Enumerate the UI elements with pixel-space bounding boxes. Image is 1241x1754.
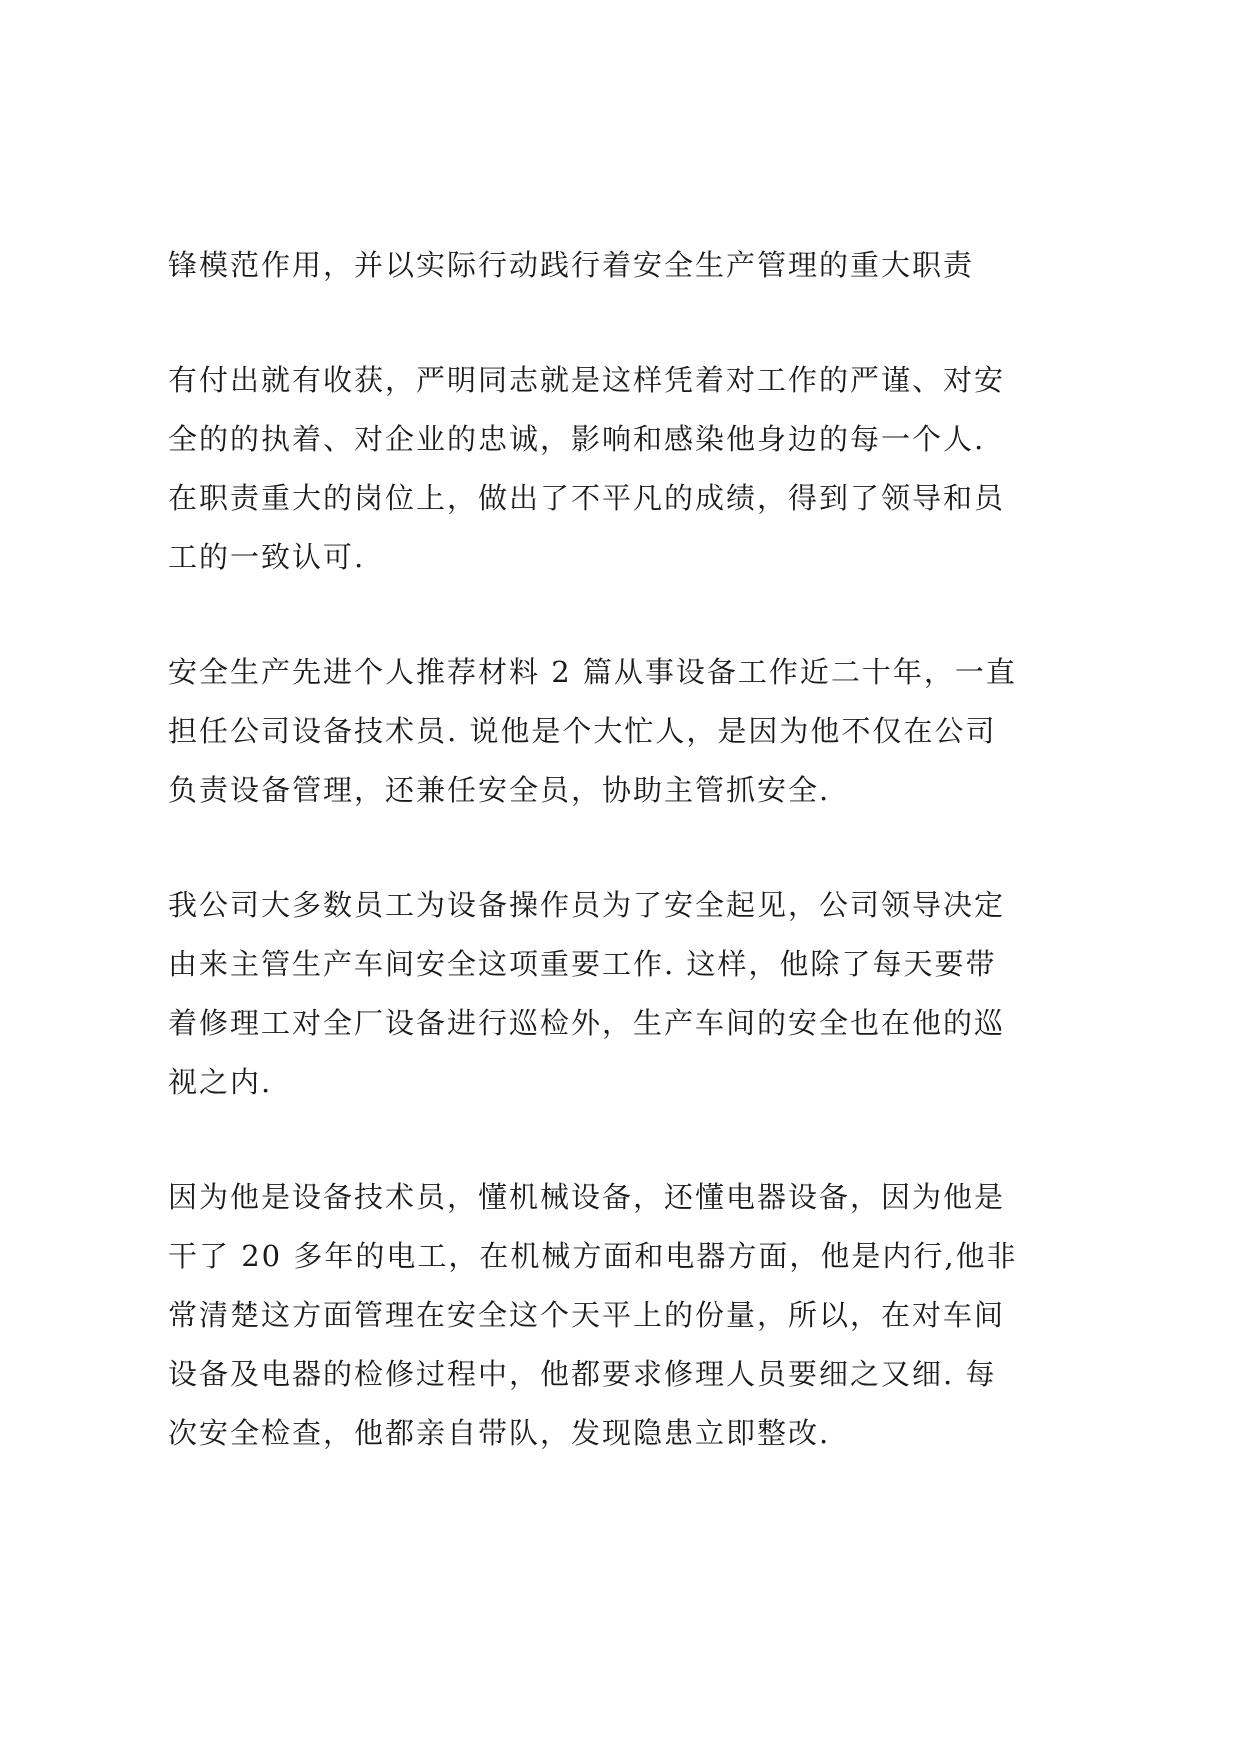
text-line: 担任公司设备技术员. 说他是个大忙人，是因为他不仅在公司 — [168, 714, 997, 748]
text-line: 视之内. — [168, 1065, 273, 1099]
document-body — [168, 236, 1068, 1463]
text-line: 干了 20 多年的电工，在机械方面和电器方面，他是内行,他非 — [168, 1239, 1018, 1273]
text-line: 负责设备管理，还兼任安全员，协助主管抓安全. — [168, 773, 831, 807]
text-line: 常清楚这方面管理在安全这个天平上的份量，所以，在对车间 — [168, 1298, 1006, 1332]
text-line: 着修理工对全厂设备进行巡检外，生产车间的安全也在他的巡 — [168, 1006, 1006, 1040]
text-line: 全的的执着、对企业的忠诚，影响和感染他身边的每一个人. — [168, 422, 986, 456]
paragraph-1 — [168, 236, 1068, 295]
text-line: 设备及电器的检修过程中，他都要求修理人员要细之又细. 每 — [168, 1357, 997, 1391]
paragraph-3 — [168, 643, 1068, 820]
text-line: 我公司大多数员工为设备操作员为了安全起见，公司领导决定 — [168, 888, 1006, 922]
text-line: 因为他是设备技术员，懂机械设备，还懂电器设备，因为他是 — [168, 1180, 1006, 1214]
paragraph-5 — [168, 1168, 1068, 1463]
text-line: 安全生产先进个人推荐材料 2 篇从事设备工作近二十年，一直 — [168, 655, 1017, 689]
text-line: 由来主管生产车间安全这项重要工作. 这样，他除了每天要带 — [168, 947, 997, 981]
text-line: 锋模范作用，并以实际行动践行着安全生产管理的重大职责 — [168, 248, 975, 282]
text-line: 有付出就有收获，严明同志就是这样凭着对工作的严谨、对安 — [168, 363, 1006, 397]
text-line: 次安全检查，他都亲自带队，发现隐患立即整改. — [168, 1416, 831, 1450]
paragraph-4 — [168, 876, 1068, 1112]
paragraph-2 — [168, 351, 1068, 587]
text-line: 在职责重大的岗位上，做出了不平凡的成绩，得到了领导和员 — [168, 481, 1006, 515]
text-line: 工的一致认可. — [168, 540, 366, 574]
